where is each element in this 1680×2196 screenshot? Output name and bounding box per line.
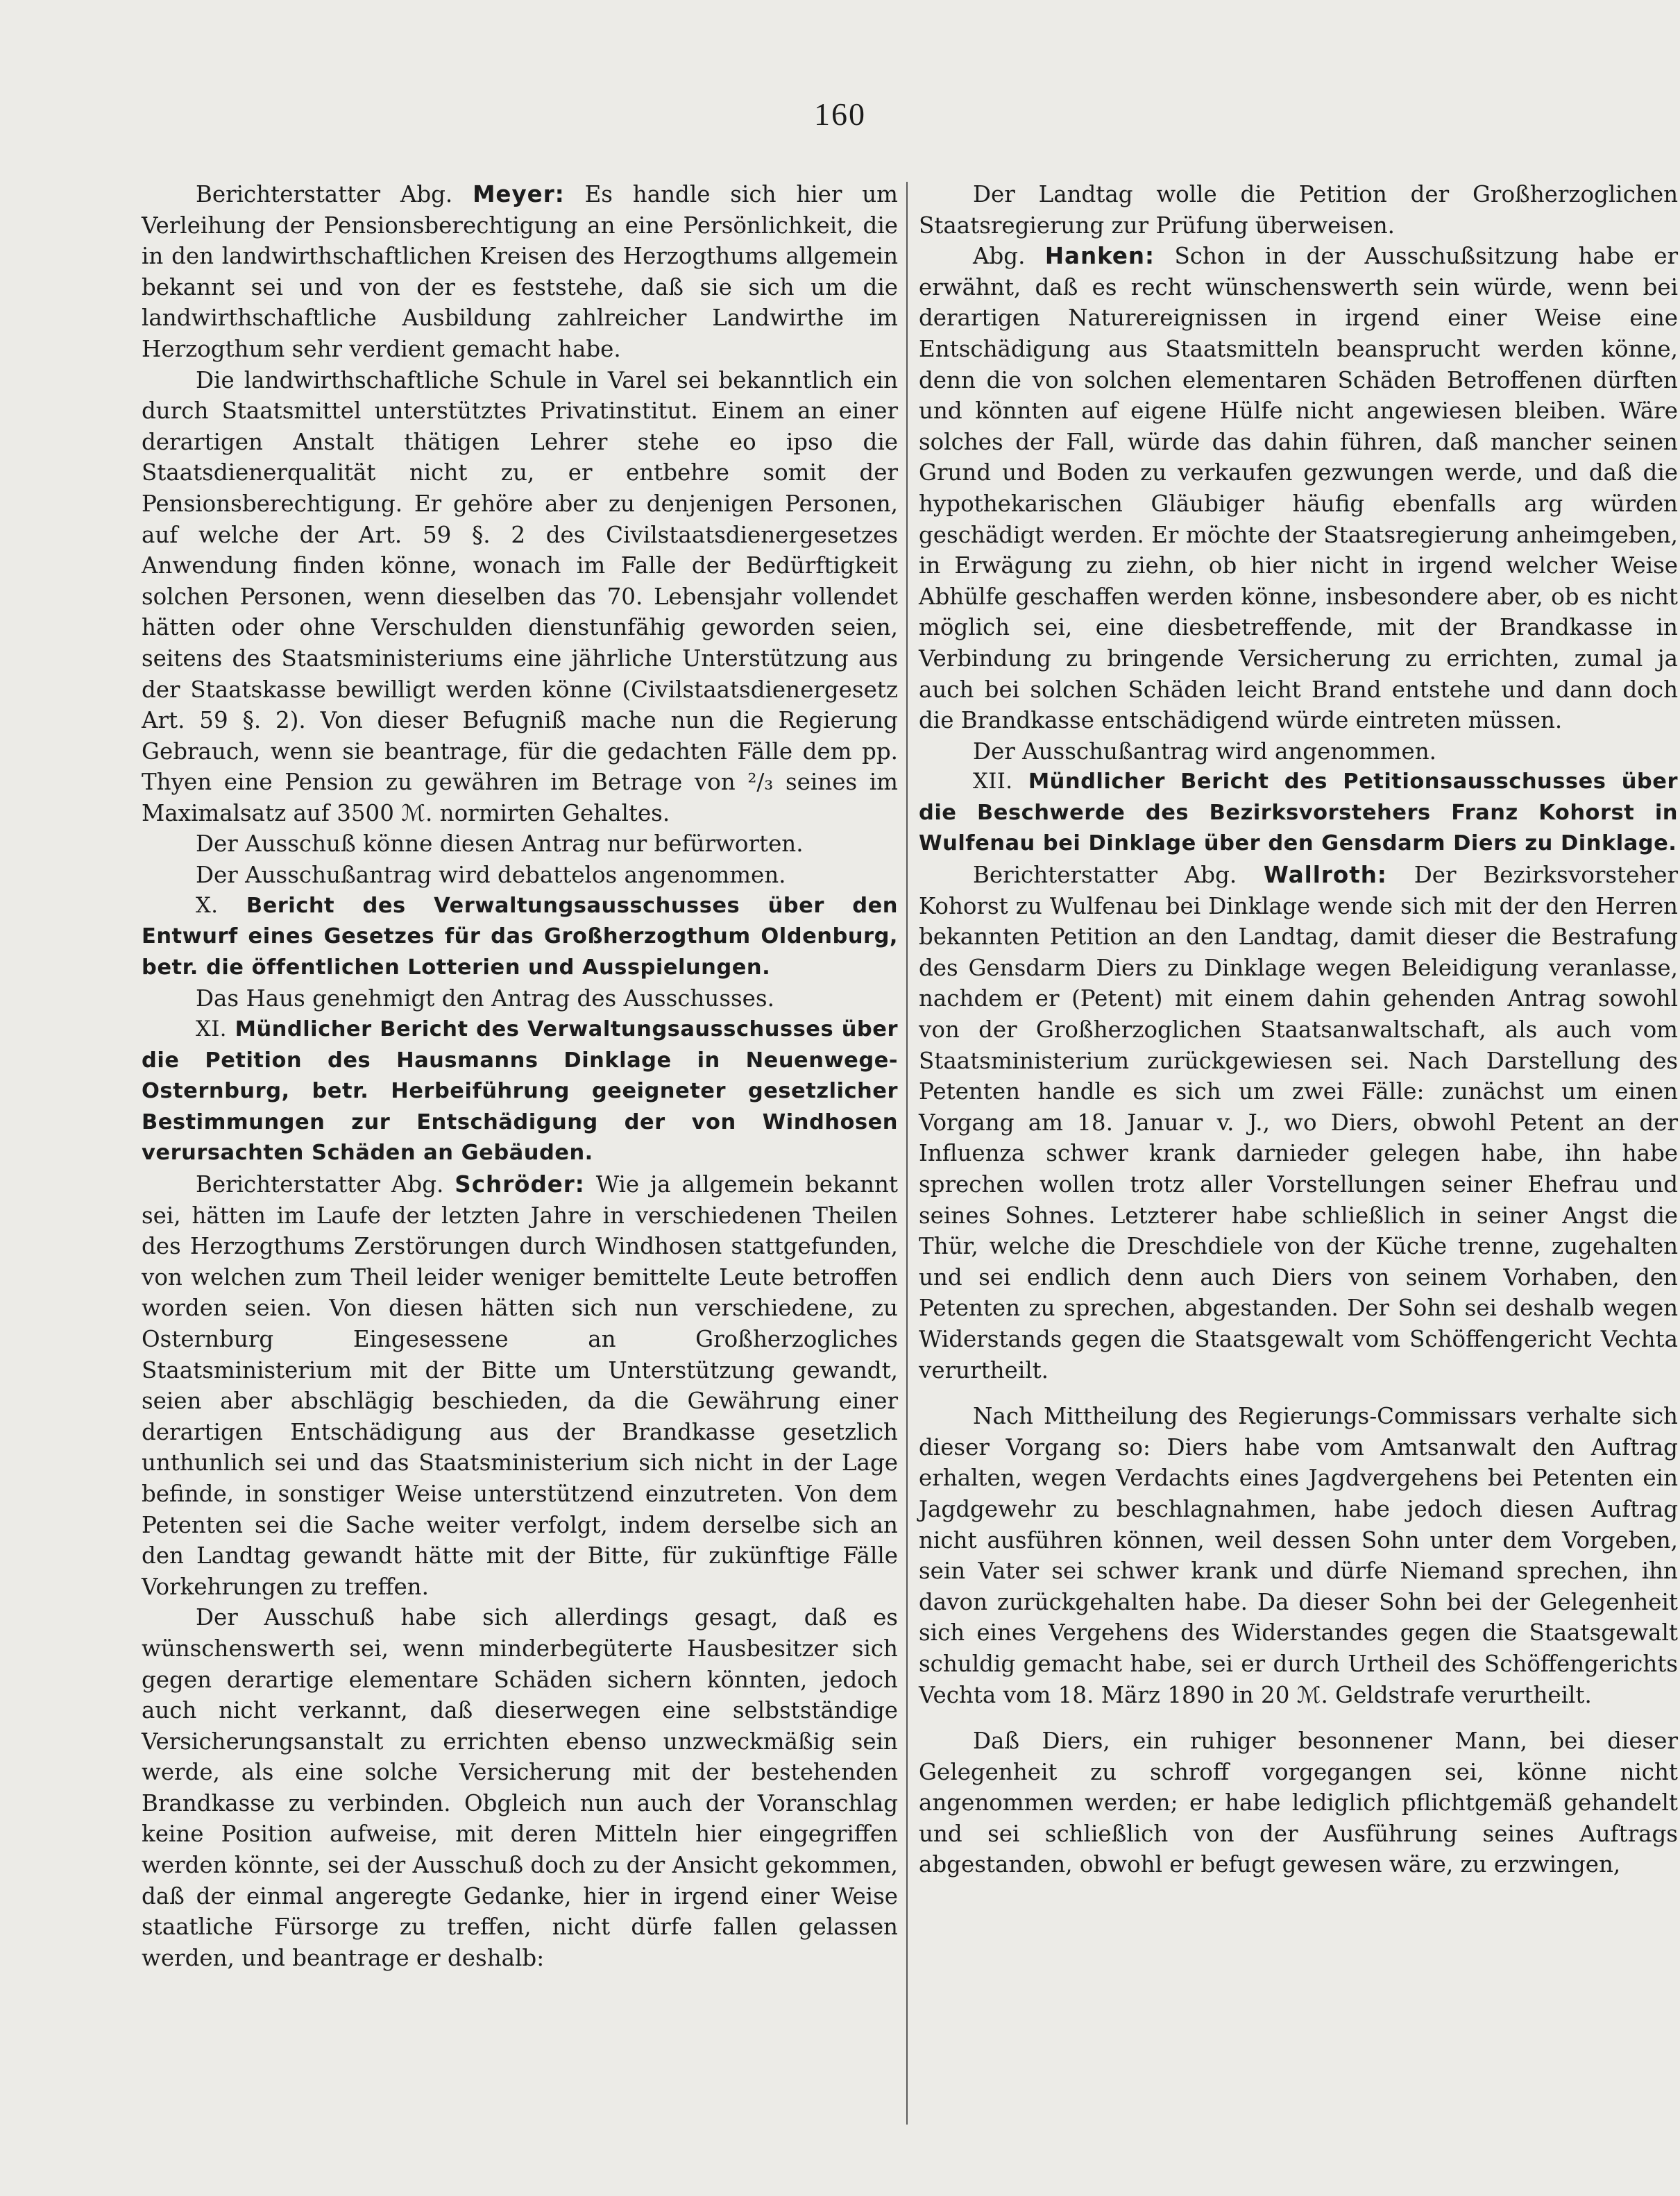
text-paragraph — [142, 983, 898, 1014]
speech-text: Es handle sich hier um Verleihung der Pensionsberechtigung an eine Persönlichkeit, die in den landwirthschaftlichen Kreisen des Herzogthums allgemein bekannt sei und von der es feststehe, daß sie sich um die landwirthschaftliche Ausbildung zahlreicher Landwirthe im Herzogthum sehr verdient gemacht habe. — [142, 181, 899, 362]
paragraph-text: Nach Mittheilung des Regierungs-Commissars verhalte sich dieser Vorgang so: Diers habe vom Amtsanwalt den Auftrag erhalten, wegen Verdachts eines Jagdvergehens bei Petenten ein Jagdgewehr zu beschlagnahmen, habe jedoch diesen Auftrag nicht ausführen können, weil dessen Sohn unter dem Vorgeben, sein Vater sei schwer krank und dürfe Niemand sprechen, ihn davon zurückgehalten habe. Da dieser Sohn bei der Gelegenheit sich eines Vergehens des Widerstandes gegen die Staatsgewalt schuldig gemacht habe, sei er durch Urtheil des Schöffengerichts Vechta vom 18. März 1890 in 20 ℳ. Geldstrafe verurtheilt. — [919, 1403, 1678, 1708]
page-number: 160 — [814, 96, 866, 132]
paragraph-text: Die landwirthschaftliche Schule in Varel sei bekanntlich ein durch Staatsmittel unterstütztes Privatinstitut. Einem an einer derartigen Anstalt thätigen Lehrer stehe eo ipso die Staatsdienerqualität nicht zu, er entbehre somit der Pensionsberechtigung. Er gehöre aber zu denjenigen Personen, auf welche der Art. 59 §. 2 des Civilstaatsdienergesetzes Anwendung finden könne, wonach im Falle der Bedürftigkeit solchen Personen, wenn dieselben das 70. Lebensjahr vollendet hätten oder ohne Verschulden dienstunfähig geworden seien, seitens des Staatsministeriums eine jährliche Unterstützung aus der Staatskasse bewilligt werden könne (Civilstaatsdienergesetz Art. 59 §. 2). Von dieser Befugniß mache nun die Regierung Gebrauch, wenn sie beantrage, für die gedachten Fälle dem pp. Thyen eine Pension zu gewähren im Betrage von ²/₃ seines im Maximalsatz auf 3500 ℳ. normirten Gehaltes. — [142, 366, 898, 826]
speaker-name: Wallroth: — [1264, 862, 1387, 889]
paragraph-text: Der Ausschußantrag wird angenommen. — [973, 738, 1436, 765]
speaker-prefix: Abg. — [973, 243, 1045, 270]
paragraph-text: Daß Diers, ein ruhiger besonnener Mann, bei dieser Gelegenheit zu schroff vorgegangen sei, könne nicht angenommen werden; er habe lediglich pflichtgemäß gehandelt und sei schließlich von der Ausführung seines Auftrags abgestanden, obwohl er befugt gewesen wäre, zu erzwingen, — [919, 1728, 1678, 1878]
section-heading — [142, 1014, 898, 1169]
speaker-name: Hanken: — [1044, 243, 1155, 270]
text-paragraph — [919, 1726, 1678, 1880]
section-title: Bericht des Verwaltungsausschusses über den Entwurf eines Gesetzes für das Großherzogthum Oldenburg, betr. die öffentlichen Lotterien und Ausspielungen. — [142, 893, 898, 980]
speaker-prefix: Berichterstatter Abg. — [973, 862, 1264, 889]
left-column — [142, 179, 898, 1973]
right-column — [919, 179, 1678, 1880]
speech-paragraph — [142, 1169, 898, 1602]
speech-text: Schon in der Ausschußsitzung habe er erwähnt, daß es recht wünschenswerth sein würde, wenn bei derartigen Naturereignissen in irgend einer Weise eine Entschädigung aus Staatsmitteln beansprucht werden könne, denn die von solchen elementaren Schäden Betroffenen dürften und könnten auf eigene Hülfe nicht angewiesen bleiben. Wäre solches der Fall, würde das dahin führen, daß mancher seinen Grund und Boden zu verkaufen gezwungen werde, und daß die hypothekarischen Gläubiger häufig ebenfalls arg würden geschädigt werden. Er möchte der Staatsregierung anheimgeben, in Erwägung zu ziehn, ob hier nicht in irgend welcher Weise Abhülfe geschaffen werden könne, insbesondere aber, ob es nicht möglich sei, eine diesbetreffende, mit der Brandkasse in Verbindung zu bringende Versicherung zu errichten, zumal ja auch bei solchen Schäden leicht Brand entstehe und dann doch die Brandkasse entschädigend würde eintreten müssen. — [919, 243, 1678, 734]
column-divider — [906, 182, 908, 2125]
text-paragraph — [919, 1401, 1678, 1710]
speaker-name: Meyer: — [473, 181, 565, 207]
speaker-name: Schröder: — [455, 1171, 585, 1198]
section-numeral: XII. — [973, 769, 1013, 794]
speech-paragraph — [919, 241, 1678, 736]
speech-text: Der Bezirksvorsteher Kohorst zu Wulfenau bei Dinklage wende sich mit der den Herren bekannten Petition an den Landtag, damit dieser die Bestrafung des Gensdarm Diers zu Dinklage wegen Beleidigung veranlasse, nachdem er (Petent) mit einem dahin gehenden Antrag sowohl von der Großherzoglichen Staatsanwaltschaft, als auch vom Staatsministerium zurückgewiesen sei. Nach Darstellung des Petenten handle es sich um zwei Fälle: zunächst um einen Vorgang am 18. Januar v. J., wo Diers, obwohl Petent an der Influenza schwer krank darnieder gelegen habe, ihn habe sprechen wollen trotz aller Vorstellungen seiner Ehefrau und seines Sohnes. Letzterer habe schließlich in seiner Angst die Thür, welche die Dreschdiele von der Küche trenne, zugehalten und sei endlich denn auch Diers von seinem Vorhaben, den Petenten zu sprechen, abgestanden. Der Sohn sei deshalb wegen Widerstands gegen die Staatsgewalt vom Schöffengericht Vechta verurtheilt. — [919, 862, 1679, 1384]
paragraph-text: Das Haus genehmigt den Antrag des Ausschusses. — [196, 985, 774, 1012]
section-title: Mündlicher Bericht des Verwaltungsausschusses über die Petition des Hausmanns Dinklage in Neuenwege-Osternburg, betr. Herbeiführung geeigneter gesetzlicher Bestimmungen zur Entschädigung der von Windhosen verursachten Schäden an Gebäuden. — [142, 1017, 898, 1166]
section-numeral: X. — [196, 893, 219, 918]
speaker-prefix: Berichterstatter Abg. — [196, 181, 473, 207]
section-numeral: XI. — [196, 1017, 227, 1042]
section-title: Mündlicher Bericht des Petitionsausschusses über die Beschwerde des Bezirksvorstehers Franz Kohorst in Wulfenau bei Dinklage über den Gensdarm Diers zu Dinklage. — [919, 769, 1678, 856]
text-paragraph — [142, 365, 898, 829]
text-paragraph — [142, 828, 898, 860]
paragraph-text: Der Ausschuß habe sich allerdings gesagt, daß es wünschenswerth sei, wenn minderbegüterte Hausbesitzer sich gegen derartige elementare Schäden sichern könnten, jedoch auch nicht verkannt, daß dieserwegen eine selbstständige Versicherungsanstalt zu errichten ebenso unzweckmäßig sein werde, als eine solche Versicherung mit der bestehenden Brandkasse zu verbinden. Obgleich nun auch der Voranschlag keine Position aufweise, mit deren Mitteln hier eingegriffen werden könnte, sei der Ausschuß doch zu der Ansicht gekommen, daß der einmal angeregte Gedanke, hier in irgend einer Weise staatliche Fürsorge zu treffen, nicht dürfe fallen gelassen werden, und beantrage er deshalb: — [142, 1604, 898, 1971]
speech-text: Wie ja allgemein bekannt sei, hätten im Laufe der letzten Jahre in verschiedenen Theilen des Herzogthums Zerstörungen durch Windhosen stattgefunden, von welchen zum Theil leider weniger bemittelte Leute betroffen worden seien. Von diesen hätten sich nun verschiedene, zu Osternburg Eingesessene an Großherzogliches Staatsministerium mit der Bitte um Unterstützung gewandt, seien aber abschlägig beschieden, da die Gewährung einer derartigen Entschädigung aus der Brandkasse gesetzlich unthunlich sei und das Staatsministerium sich nicht in der Lage befinde, in sonstiger Weise unterstützend einzutreten. Von dem Petenten sei die Sache weiter verfolgt, indem derselbe sich an den Landtag gewandt hätte mit der Bitte, für zukünftige Fälle Vorkehrungen zu treffen. — [142, 1171, 898, 1600]
section-heading — [919, 767, 1678, 860]
text-paragraph — [919, 736, 1678, 767]
speech-paragraph — [919, 860, 1678, 1386]
speaker-prefix: Berichterstatter Abg. — [196, 1171, 455, 1198]
text-paragraph — [142, 860, 898, 891]
section-heading — [142, 891, 898, 984]
speech-paragraph — [142, 179, 898, 365]
paragraph-text: Der Landtag wolle die Petition der Großherzoglichen Staatsregierung zur Prüfung überweisen. — [919, 181, 1678, 239]
text-paragraph — [919, 179, 1678, 241]
paragraph-text: Der Ausschußantrag wird debattelos angenommen. — [196, 862, 786, 889]
text-paragraph — [142, 1602, 898, 1973]
paragraph-text: Der Ausschuß könne diesen Antrag nur befürworten. — [196, 831, 804, 858]
